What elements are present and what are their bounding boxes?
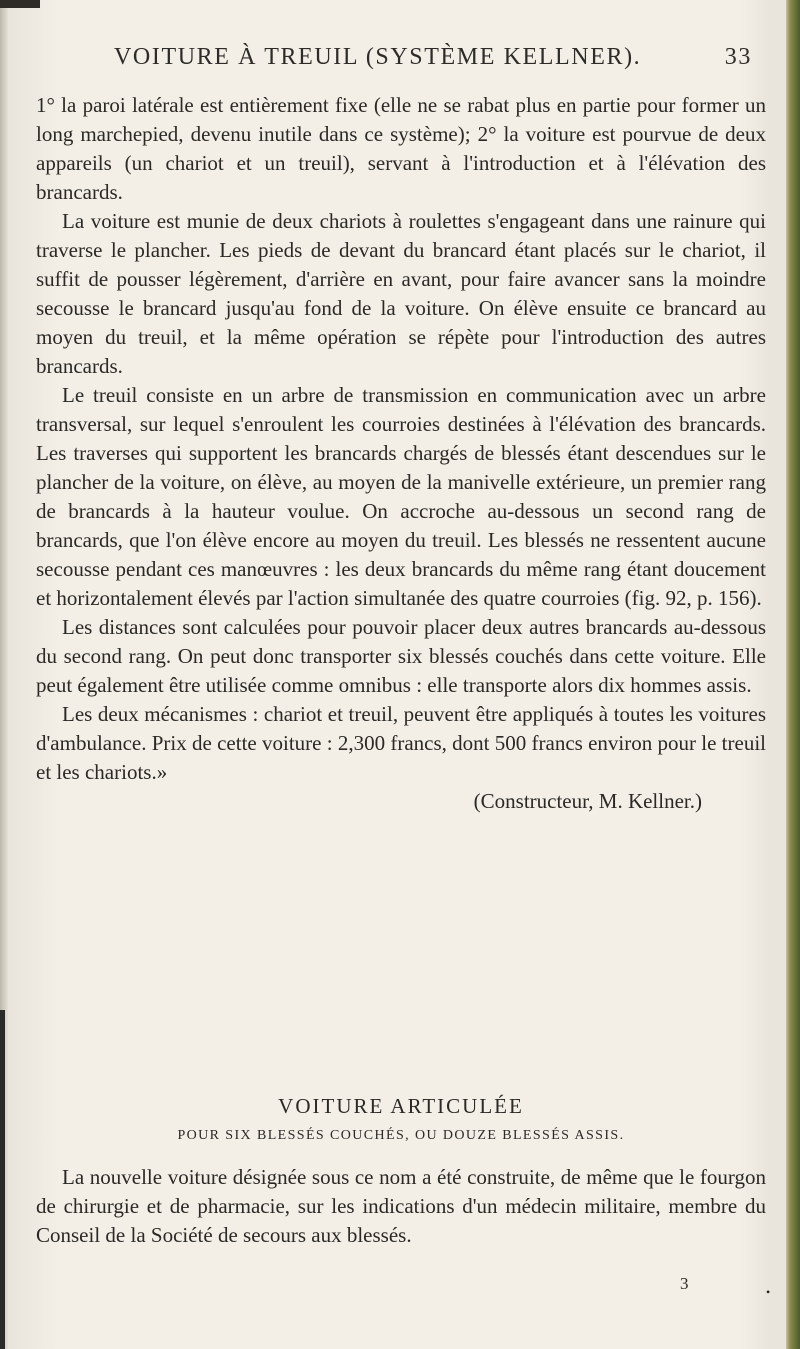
section-title: VOITURE ARTICULÉE [278,1094,524,1118]
section-paragraph: La nouvelle voiture désignée sous ce nom a été construite, de même que le fourgon de chirurgie et de pharmacie, sur les indications d'un médecin militaire, membre du Conseil de la Société de secours aux blessés. [36,1165,766,1247]
top-left-shadow [0,0,40,8]
running-head [60,44,760,84]
paragraph-3: Le treuil consiste en un arbre de transmission en communication avec un arbre transversal, sur lequel s'enroulent les courroies destinées à l'élévation des brancards. Les traverses qui supportent les brancards chargés de blessés étant descendues sur le plancher de la voiture, on élève, au moyen de la manivelle extérieure, un premier rang de brancards à la hauteur voulue. On accroche au-dessous un second rang de brancards, que l'on élève encore au moyen du treuil. Les blessés ne ressentent aucune secousse pendant ces manœuvres : les deux brancards du même rang étant doucement et horizontalement élevés par l'action simultanée des quatre courroies (fig. 92, p. 156). [36,383,766,610]
margin-mark: • [766,1285,771,1299]
section-text [36,1163,766,1250]
main-text [36,91,766,816]
page-number: 33 [724,44,752,70]
signature-mark: 3 [680,1274,689,1293]
paragraph-2: La voiture est munie de deux chariots à roulettes s'engageant dans une rainure qui traverse le plancher. Les pieds de devant du brancard étant placés sur le chariot, il suffit de pousser légèrement, d'arrière en avant, pour faire avancer sans la moindre secousse le brancard jusqu'au fond de la voiture. On élève ensuite ce brancard au moyen du treuil, et la même opération se répète pour l'introduction des autres brancards. [36,209,766,378]
running-head-title: VOITURE À TREUIL (SYSTÈME KELLNER). [114,44,642,70]
constructor-signature: (Constructeur, M. Kellner.) [473,789,702,813]
spine-shadow [0,1010,5,1349]
paragraph-5: Les deux mécanismes : chariot et treuil, peuvent être appliqués à toutes les voitures d'ambulance. Prix de cette voiture : 2,300 francs, dont 500 francs environ pour le treuil et les chariots.» [36,702,766,784]
paragraph-1: 1° la paroi latérale est entièrement fixe (elle ne se rabat plus en partie pour former un long marchepied, devenu inutile dans ce système); 2° la voiture est pourvue de deux appareils (un chariot et un treuil), servant à l'introduction et à l'élévation des brancards. [36,93,766,204]
book-cover-edge [786,0,800,1349]
section-subtitle: POUR SIX BLESSÉS COUCHÉS, OU DOUZE BLESSÉS ASSIS. [177,1128,625,1143]
paragraph-4: Les distances sont calculées pour pouvoir placer deux autres brancards au-dessous du second rang. On peut donc transporter six blessés couchés dans cette voiture. Elle peut également être utilisée comme omnibus : elle transporte alors dix hommes assis. [36,615,766,697]
